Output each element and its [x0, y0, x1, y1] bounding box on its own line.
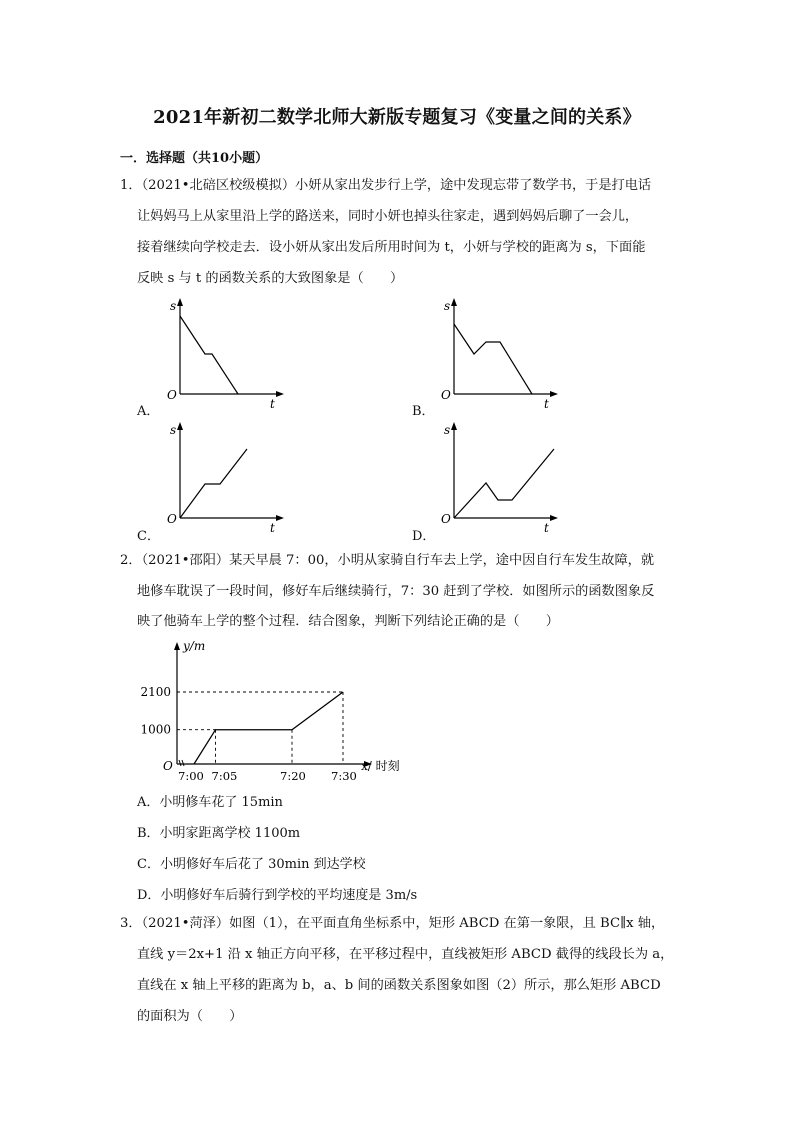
q1-graph-b: [434, 296, 564, 414]
chart-y-ticks: [140, 685, 171, 737]
t-label: t: [270, 521, 275, 535]
graph-a-curve: [180, 316, 238, 394]
chart-x-label: x/ 时刻: [361, 759, 400, 773]
q3-line-2: 直线 y＝2x+1 沿 x 轴正方向平移，在平移过程中，直线被矩形 ABCD 截得的线段长为 a，: [137, 947, 674, 962]
y-axis-arrow: [451, 422, 457, 430]
q1-graph-a: [160, 296, 290, 414]
x-axis-arrow: [276, 391, 284, 397]
s-label: s: [444, 423, 451, 437]
q2-line-1: 2．（2021•邵阳）某天早晨 7：00，小明从家骑自行车去上学，途中因自行车发生故障，就: [120, 553, 655, 568]
t-label: t: [544, 521, 549, 535]
x-axis-arrow: [276, 515, 284, 521]
q2-option-a[interactable]: A．小明修车花了 15min: [137, 795, 283, 810]
q1-line-2: 让妈妈马上从家里沿上学的路送来，同时小妍也掉头往家走，遇到妈妈后聊了一会儿，: [137, 209, 639, 224]
t-label: t: [270, 397, 275, 411]
y-axis-arrow: [451, 298, 457, 306]
chart-origin-label: O: [163, 759, 173, 773]
q2-chart: [130, 636, 420, 784]
q1-graph-d: [434, 420, 564, 538]
x-tick-label: 7:20: [280, 769, 306, 783]
q1-option-a[interactable]: A．: [137, 404, 160, 419]
y-tick-label: 1000: [140, 722, 171, 737]
y-axis-arrow: [177, 298, 183, 306]
q1-line-1: 1．（2021•北碚区校级模拟）小妍从家出发步行上学，途中发现忘带了数学书，于是打电话: [120, 178, 652, 193]
chart-series-line: [194, 692, 343, 764]
chart-y-label: y/m: [183, 639, 206, 653]
chart-x-ticks: [178, 769, 357, 783]
origin-label: O: [441, 512, 451, 526]
graph-d-curve: [454, 449, 554, 518]
y-tick-label: 2100: [140, 685, 171, 699]
q1-line-3: 接着继续向学校走去．设小妍从家出发后所用时间为 t，小妍与学校的距离为 s，下面能: [137, 240, 646, 255]
q3-line-3: 直线在 x 轴上平移的距离为 b，a、b 间的函数关系图象如图（2）所示，那么矩形 ABCD: [137, 978, 661, 993]
q3-line-1: 3．（2021•菏泽）如图（1），在平面直角坐标系中，矩形 ABCD 在第一象限，且 BC∥x 轴，: [120, 916, 665, 931]
q1-option-c[interactable]: C．: [137, 529, 160, 544]
q2-option-c[interactable]: C．小明修好车后花了 30min 到达学校: [137, 857, 366, 872]
origin-label: O: [167, 388, 177, 402]
q1-line-4: 反映 s 与 t 的函数关系的大致图象是（ ）: [137, 271, 404, 286]
s-label: s: [170, 299, 177, 313]
q1-option-d[interactable]: D．: [412, 529, 436, 544]
axis-break-mark: [179, 760, 184, 766]
section-heading: 一．选择题（共10小题）: [120, 151, 269, 166]
q1-option-b[interactable]: B．: [412, 404, 435, 419]
q2-line-3: 映了他骑车上学的整个过程．结合图象，判断下列结论正确的是（ ）: [137, 614, 559, 629]
x-tick-label: 7:30: [331, 769, 357, 783]
origin-label: O: [441, 388, 451, 402]
s-label: s: [444, 299, 451, 313]
x-tick-label: 7:05: [211, 769, 238, 783]
q3-line-4: 的面积为（ ）: [137, 1009, 243, 1024]
t-label: t: [544, 397, 549, 411]
x-axis-arrow: [550, 515, 558, 521]
q2-option-b[interactable]: B．小明家距离学校 1100m: [137, 826, 301, 841]
origin-label: O: [167, 512, 177, 526]
q1-graph-c: [160, 420, 290, 538]
x-tick-label: 7:00: [178, 769, 204, 783]
page-title: 2021年新初二数学北师大新版专题复习《变量之间的关系》: [153, 107, 641, 128]
x-axis-arrow: [550, 391, 558, 397]
y-axis-arrow: [177, 422, 183, 430]
chart-y-axis-arrow: [174, 642, 180, 650]
q2-option-d[interactable]: D．小明修好车后骑行到学校的平均速度是 3m/s: [137, 888, 418, 903]
chart-guides: [177, 692, 343, 764]
q2-line-2: 地修车耽误了一段时间，修好车后继续骑行，7：30 赶到了学校．如图所示的函数图象反: [137, 584, 655, 599]
graph-c-curve: [180, 449, 247, 518]
s-label: s: [170, 423, 177, 437]
graph-b-curve: [454, 324, 532, 394]
